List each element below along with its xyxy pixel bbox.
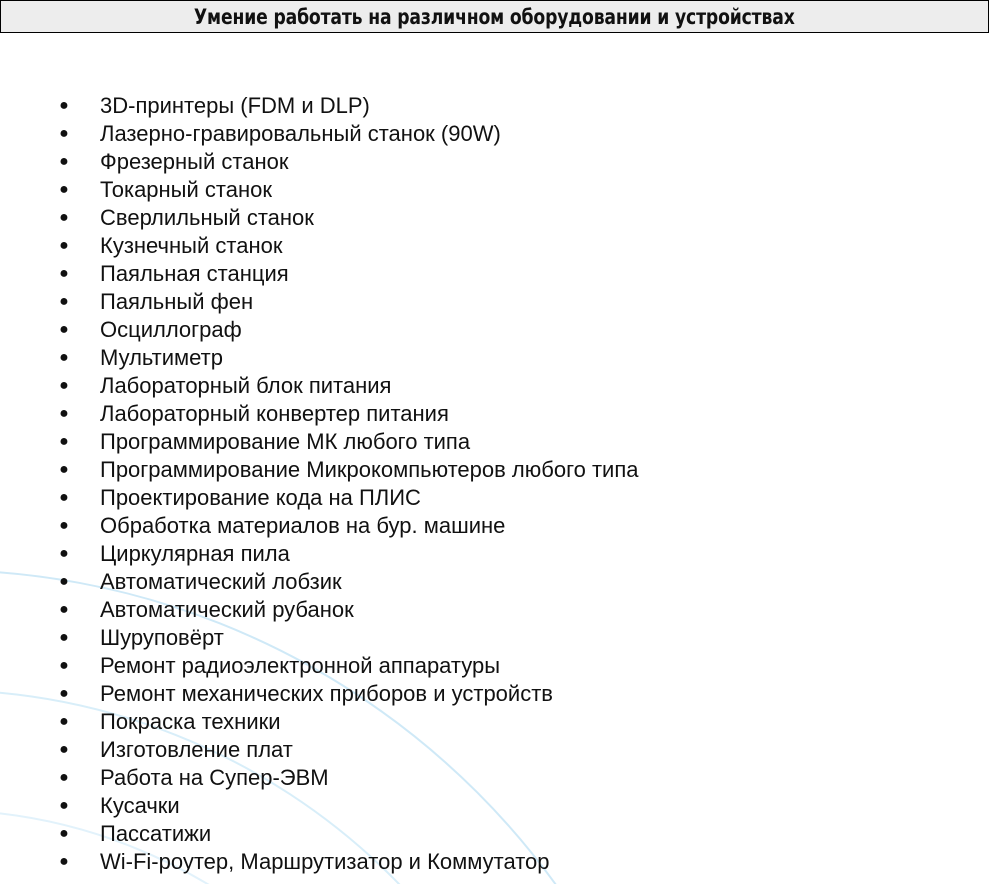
list-item-text: Лабораторный блок питания xyxy=(100,373,392,398)
list-item-text: Wi-Fi-роутер, Маршрутизатор и Коммутатор xyxy=(100,849,550,874)
list-item-text: Токарный станок xyxy=(100,177,272,202)
list-item-text: Кузнечный станок xyxy=(100,233,283,258)
list-item-text: Лабораторный конвертер питания xyxy=(100,401,449,426)
section-header xyxy=(0,0,989,33)
list-item-text: Шуруповёрт xyxy=(100,625,224,650)
section-title: Умение работать на различном оборудовании и устройствах xyxy=(194,4,795,29)
list-item-text: Программирование МК любого типа xyxy=(100,429,471,454)
list-item-text: Автоматический рубанок xyxy=(100,597,354,622)
bullet-icon: ● xyxy=(59,153,69,170)
bullet-icon: ● xyxy=(59,97,69,114)
list-item-text: Проектирование кода на ПЛИС xyxy=(100,485,421,510)
list-item-text: Пассатижи xyxy=(100,821,212,846)
list-item-text: Лазерно-гравировальный станок (90W) xyxy=(100,121,501,146)
bullet-icon: ● xyxy=(59,741,69,758)
list-item-text: Паяльная станция xyxy=(100,261,289,286)
list-item-text: Ремонт механических приборов и устройств xyxy=(100,681,553,706)
bullet-icon: ● xyxy=(59,685,69,702)
list-item-text: Автоматический лобзик xyxy=(100,569,342,594)
bullet-icon: ● xyxy=(59,545,69,562)
bullet-icon: ● xyxy=(59,853,69,870)
bullet-icon: ● xyxy=(59,405,69,422)
list-item-text: Программирование Микрокомпьютеров любого типа xyxy=(100,457,639,482)
bullet-icon: ● xyxy=(59,293,69,310)
list-item-text: Кусачки xyxy=(100,793,180,818)
list-item-text: Осциллограф xyxy=(100,317,242,342)
bullet-icon: ● xyxy=(59,321,69,338)
bullet-icon: ● xyxy=(59,349,69,366)
list-item-text: Изготовление плат xyxy=(100,737,293,762)
list-item-text: Работа на Супер-ЭВМ xyxy=(100,765,329,790)
bullet-icon: ● xyxy=(59,377,69,394)
list-item-text: Фрезерный станок xyxy=(100,149,289,174)
list-item-text: Мультиметр xyxy=(100,345,223,370)
list-item-text: Циркулярная пила xyxy=(100,541,290,566)
bullet-icon: ● xyxy=(59,461,69,478)
bullet-icon: ● xyxy=(59,825,69,842)
bullet-icon: ● xyxy=(59,433,69,450)
bullet-icon: ● xyxy=(59,209,69,226)
bullet-icon: ● xyxy=(59,237,69,254)
list-item-text: Обработка материалов на бур. машине xyxy=(100,513,506,538)
bullet-icon: ● xyxy=(59,797,69,814)
list-item-text: Сверлильный станок xyxy=(100,205,314,230)
bullet-icon: ● xyxy=(59,601,69,618)
bullet-icon: ● xyxy=(59,125,69,142)
bullet-icon: ● xyxy=(59,629,69,646)
list-item-text: Паяльный фен xyxy=(100,289,254,314)
bullet-icon: ● xyxy=(59,265,69,282)
bullet-icon: ● xyxy=(59,713,69,730)
bullet-icon: ● xyxy=(59,657,69,674)
list-item-text: Ремонт радиоэлектронной аппаратуры xyxy=(100,653,501,678)
bullet-icon: ● xyxy=(59,573,69,590)
bullet-icon: ● xyxy=(59,181,69,198)
bullet-icon: ● xyxy=(59,489,69,506)
list-item-text: Покраска техники xyxy=(100,709,281,734)
bullet-icon: ● xyxy=(59,517,69,534)
bullet-icon: ● xyxy=(59,769,69,786)
list-item-text: 3D-принтеры (FDM и DLP) xyxy=(100,93,370,118)
